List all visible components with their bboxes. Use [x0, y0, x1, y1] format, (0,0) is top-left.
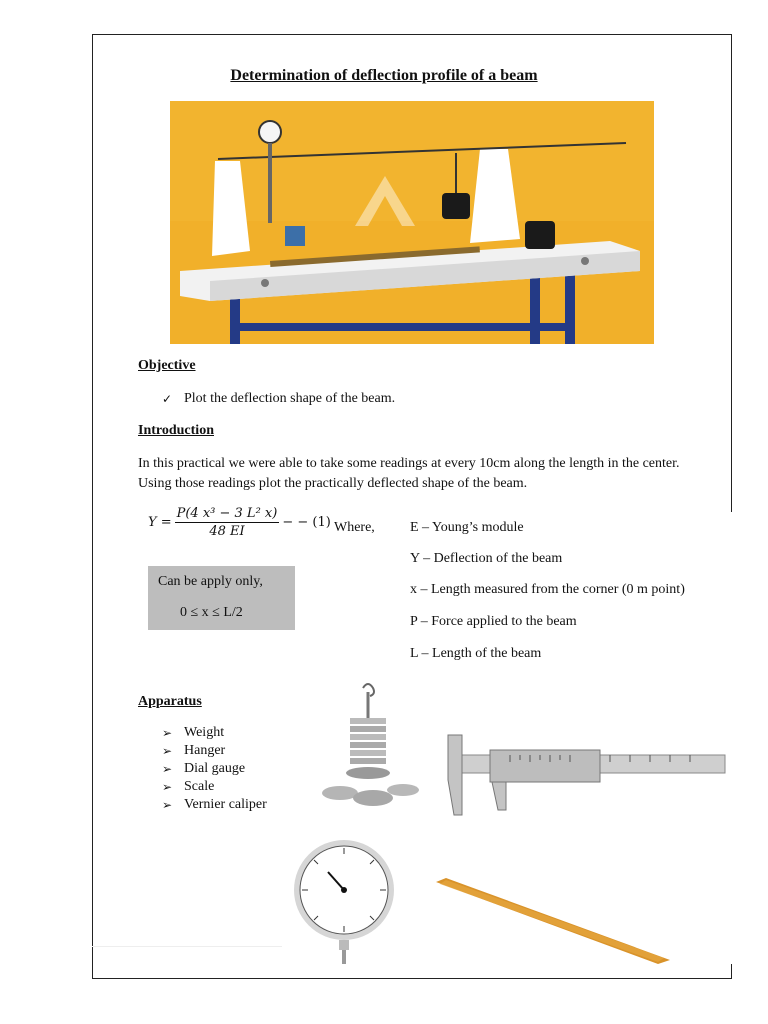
introduction-heading: Introduction: [138, 423, 214, 438]
page-title: Determination of deflection profile of a beam: [230, 67, 538, 84]
formula-lhs: Y =: [148, 515, 172, 530]
apparatus-photo: [170, 101, 654, 344]
definition-p: P – Force applied to the beam: [410, 614, 577, 629]
list-item-text: Weight: [184, 725, 225, 740]
list-item: [162, 778, 267, 796]
border-gap: [729, 512, 737, 964]
definition-x: x – Length measured from the corner (0 m point): [410, 582, 685, 597]
condition-box: [148, 566, 295, 630]
arrow-bullet-icon: ➢: [162, 779, 173, 794]
list-item-text: Vernier caliper: [184, 797, 267, 812]
list-item-text: Scale: [184, 779, 215, 794]
definition-e: E – Young’s module: [410, 520, 524, 535]
arrow-bullet-icon: ➢: [162, 797, 173, 812]
list-item: [162, 742, 267, 760]
vernier-caliper-image: [440, 730, 728, 820]
formula-numerator: P(4 x³ − 3 L² x): [176, 506, 278, 521]
deflection-formula: [148, 506, 331, 539]
scale-image: [434, 876, 674, 964]
formula-suffix: − − (1): [282, 515, 331, 530]
where-label: Where,: [334, 520, 375, 535]
list-item: [162, 796, 267, 814]
apparatus-list: [162, 724, 267, 814]
list-item: [162, 724, 267, 742]
condition-line-1: Can be apply only,: [158, 574, 263, 589]
formula-fraction: [175, 506, 280, 539]
arrow-bullet-icon: ➢: [162, 725, 173, 740]
objective-item-text: Plot the deflection shape of the beam.: [184, 391, 396, 406]
objective-item: [162, 390, 395, 408]
apparatus-heading: Apparatus: [138, 694, 202, 709]
weight-hanger-image: [318, 678, 428, 818]
condition-line-2: 0 ≤ x ≤ L/2: [180, 605, 243, 620]
list-item-text: Hanger: [184, 743, 226, 758]
formula-denominator: 48 EI: [209, 524, 245, 539]
definition-l: L – Length of the beam: [410, 646, 542, 661]
footer-line: [92, 946, 282, 947]
introduction-paragraph: In this practical we were able to take some readings at every 10cm along the length in the center. Using those readings plot the practically deflected shape of the beam.: [138, 456, 680, 491]
objective-heading: Objective: [138, 358, 196, 373]
arrow-bullet-icon: ➢: [162, 743, 173, 758]
dial-gauge-image: [292, 838, 396, 964]
definition-y: Y – Deflection of the beam: [410, 551, 563, 566]
checkmark-icon: ✓: [162, 391, 173, 406]
list-item: [162, 760, 267, 778]
list-item-text: Dial gauge: [184, 761, 246, 776]
arrow-bullet-icon: ➢: [162, 761, 173, 776]
